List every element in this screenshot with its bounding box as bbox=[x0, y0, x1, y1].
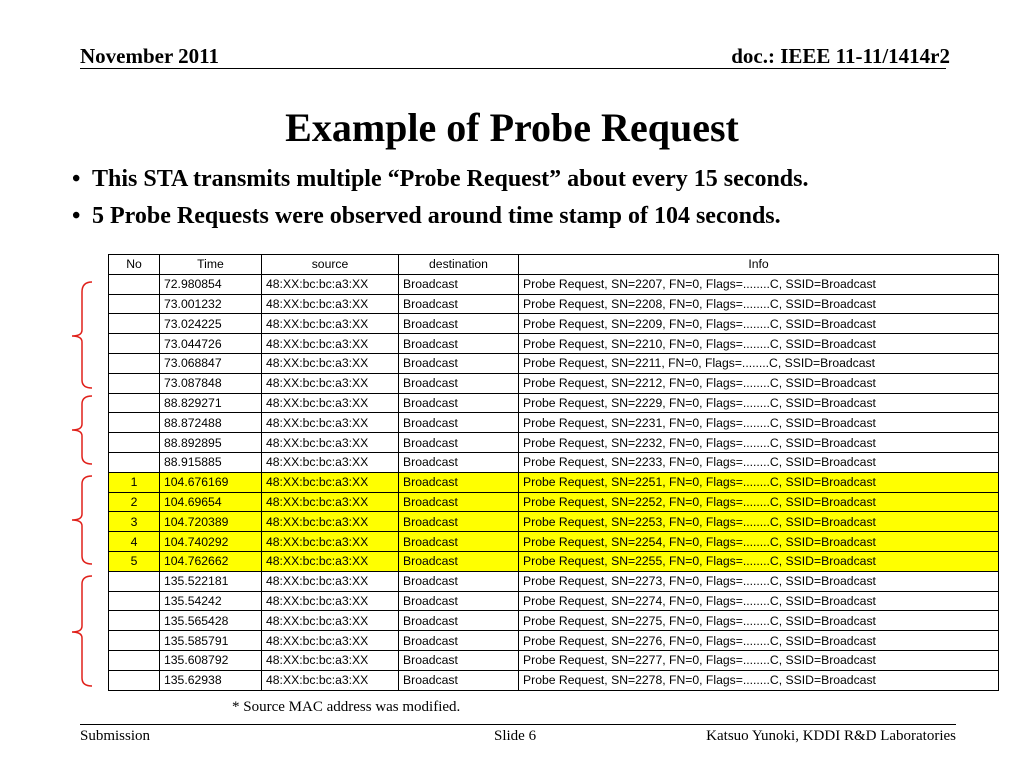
cell-info: Probe Request, SN=2251, FN=0, Flags=........C, SSID=Broadcast bbox=[519, 472, 999, 492]
footer-slide-number: Slide 6 bbox=[494, 728, 537, 744]
cell-time: 73.044726 bbox=[160, 334, 262, 354]
bracket-group-4 bbox=[72, 576, 92, 686]
cell-source: 48:XX:bc:bc:a3:XX bbox=[262, 591, 399, 611]
cell-no: 1 bbox=[109, 472, 160, 492]
cell-info: Probe Request, SN=2273, FN=0, Flags=........C, SSID=Broadcast bbox=[519, 571, 999, 591]
group-brackets bbox=[60, 270, 100, 690]
bracket-group-1 bbox=[72, 282, 92, 388]
cell-source: 48:XX:bc:bc:a3:XX bbox=[262, 373, 399, 393]
cell-no: 5 bbox=[109, 551, 160, 571]
table-row bbox=[109, 492, 999, 512]
cell-no bbox=[109, 334, 160, 354]
cell-destination: Broadcast bbox=[399, 353, 519, 373]
cell-source: 48:XX:bc:bc:a3:XX bbox=[262, 413, 399, 433]
cell-source: 48:XX:bc:bc:a3:XX bbox=[262, 433, 399, 453]
cell-info: Probe Request, SN=2276, FN=0, Flags=........C, SSID=Broadcast bbox=[519, 631, 999, 651]
cell-no bbox=[109, 314, 160, 334]
table-row bbox=[109, 452, 999, 472]
cell-info: Probe Request, SN=2278, FN=0, Flags=........C, SSID=Broadcast bbox=[519, 670, 999, 690]
footer-author: Katsuo Yunoki, KDDI R&D Laboratories bbox=[706, 728, 956, 744]
bullet-text: This STA transmits multiple “Probe Request” about every 15 seconds. bbox=[92, 166, 809, 192]
cell-source: 48:XX:bc:bc:a3:XX bbox=[262, 650, 399, 670]
table-row bbox=[109, 650, 999, 670]
cell-destination: Broadcast bbox=[399, 631, 519, 651]
cell-time: 135.608792 bbox=[160, 650, 262, 670]
cell-source: 48:XX:bc:bc:a3:XX bbox=[262, 472, 399, 492]
table-row bbox=[109, 611, 999, 631]
cell-time: 73.068847 bbox=[160, 353, 262, 373]
cell-destination: Broadcast bbox=[399, 294, 519, 314]
cell-info: Probe Request, SN=2274, FN=0, Flags=........C, SSID=Broadcast bbox=[519, 591, 999, 611]
cell-destination: Broadcast bbox=[399, 551, 519, 571]
table-row bbox=[109, 472, 999, 492]
cell-time: 104.676169 bbox=[160, 472, 262, 492]
cell-destination: Broadcast bbox=[399, 472, 519, 492]
cell-info: Probe Request, SN=2253, FN=0, Flags=........C, SSID=Broadcast bbox=[519, 512, 999, 532]
cell-destination: Broadcast bbox=[399, 650, 519, 670]
cell-destination: Broadcast bbox=[399, 373, 519, 393]
table-row bbox=[109, 334, 999, 354]
cell-source: 48:XX:bc:bc:a3:XX bbox=[262, 532, 399, 552]
cell-time: 73.087848 bbox=[160, 373, 262, 393]
cell-no: 2 bbox=[109, 492, 160, 512]
cell-no bbox=[109, 433, 160, 453]
cell-time: 135.54242 bbox=[160, 591, 262, 611]
table-row bbox=[109, 294, 999, 314]
cell-source: 48:XX:bc:bc:a3:XX bbox=[262, 353, 399, 373]
cell-destination: Broadcast bbox=[399, 571, 519, 591]
cell-time: 104.740292 bbox=[160, 532, 262, 552]
cell-destination: Broadcast bbox=[399, 512, 519, 532]
cell-destination: Broadcast bbox=[399, 532, 519, 552]
cell-source: 48:XX:bc:bc:a3:XX bbox=[262, 571, 399, 591]
bullet-text: 5 Probe Requests were observed around time stamp of 104 seconds. bbox=[92, 203, 781, 229]
col-header-info: Info bbox=[519, 255, 999, 275]
cell-source: 48:XX:bc:bc:a3:XX bbox=[262, 393, 399, 413]
cell-destination: Broadcast bbox=[399, 670, 519, 690]
cell-time: 73.024225 bbox=[160, 314, 262, 334]
cell-time: 72.980854 bbox=[160, 274, 262, 294]
cell-no bbox=[109, 274, 160, 294]
table-row bbox=[109, 413, 999, 433]
cell-no bbox=[109, 373, 160, 393]
col-header-source: source bbox=[262, 255, 399, 275]
cell-time: 88.892895 bbox=[160, 433, 262, 453]
cell-no bbox=[109, 611, 160, 631]
cell-destination: Broadcast bbox=[399, 314, 519, 334]
cell-info: Probe Request, SN=2207, FN=0, Flags=........C, SSID=Broadcast bbox=[519, 274, 999, 294]
table-row bbox=[109, 670, 999, 690]
cell-info: Probe Request, SN=2208, FN=0, Flags=........C, SSID=Broadcast bbox=[519, 294, 999, 314]
cell-destination: Broadcast bbox=[399, 274, 519, 294]
cell-time: 88.829271 bbox=[160, 393, 262, 413]
table-row bbox=[109, 373, 999, 393]
cell-time: 104.762662 bbox=[160, 551, 262, 571]
cell-destination: Broadcast bbox=[399, 591, 519, 611]
table-row bbox=[109, 631, 999, 651]
cell-time: 135.522181 bbox=[160, 571, 262, 591]
bullet-dot-icon: • bbox=[72, 166, 81, 192]
footer-divider bbox=[80, 724, 956, 725]
cell-time: 104.720389 bbox=[160, 512, 262, 532]
table-row bbox=[109, 314, 999, 334]
cell-info: Probe Request, SN=2255, FN=0, Flags=........C, SSID=Broadcast bbox=[519, 551, 999, 571]
cell-info: Probe Request, SN=2231, FN=0, Flags=........C, SSID=Broadcast bbox=[519, 413, 999, 433]
cell-source: 48:XX:bc:bc:a3:XX bbox=[262, 551, 399, 571]
bracket-group-2 bbox=[72, 396, 92, 464]
cell-info: Probe Request, SN=2210, FN=0, Flags=........C, SSID=Broadcast bbox=[519, 334, 999, 354]
bullet-dot-icon: • bbox=[72, 203, 81, 229]
header-date: November 2011 bbox=[80, 44, 220, 68]
header-divider bbox=[80, 68, 946, 69]
table-row bbox=[109, 433, 999, 453]
table-row bbox=[109, 274, 999, 294]
cell-no bbox=[109, 353, 160, 373]
cell-info: Probe Request, SN=2233, FN=0, Flags=........C, SSID=Broadcast bbox=[519, 452, 999, 472]
cell-source: 48:XX:bc:bc:a3:XX bbox=[262, 512, 399, 532]
cell-info: Probe Request, SN=2252, FN=0, Flags=........C, SSID=Broadcast bbox=[519, 492, 999, 512]
cell-info: Probe Request, SN=2229, FN=0, Flags=........C, SSID=Broadcast bbox=[519, 393, 999, 413]
cell-info: Probe Request, SN=2254, FN=0, Flags=........C, SSID=Broadcast bbox=[519, 532, 999, 552]
cell-destination: Broadcast bbox=[399, 413, 519, 433]
cell-time: 135.585791 bbox=[160, 631, 262, 651]
cell-no bbox=[109, 650, 160, 670]
cell-no bbox=[109, 631, 160, 651]
cell-no: 4 bbox=[109, 532, 160, 552]
cell-no bbox=[109, 452, 160, 472]
cell-destination: Broadcast bbox=[399, 433, 519, 453]
cell-info: Probe Request, SN=2209, FN=0, Flags=........C, SSID=Broadcast bbox=[519, 314, 999, 334]
col-header-no: No bbox=[109, 255, 160, 275]
cell-source: 48:XX:bc:bc:a3:XX bbox=[262, 452, 399, 472]
slide-title: Example of Probe Request bbox=[285, 105, 739, 150]
cell-source: 48:XX:bc:bc:a3:XX bbox=[262, 611, 399, 631]
table-row bbox=[109, 512, 999, 532]
cell-source: 48:XX:bc:bc:a3:XX bbox=[262, 631, 399, 651]
cell-no bbox=[109, 571, 160, 591]
table-row bbox=[109, 551, 999, 571]
bullet-list bbox=[72, 166, 1012, 240]
col-header-destination: destination bbox=[399, 255, 519, 275]
probe-table bbox=[108, 254, 999, 691]
cell-info: Probe Request, SN=2275, FN=0, Flags=........C, SSID=Broadcast bbox=[519, 611, 999, 631]
header-doc-id: doc.: IEEE 11-11/1414r2 bbox=[731, 44, 950, 68]
bullet-item bbox=[72, 203, 1012, 230]
cell-time: 88.915885 bbox=[160, 452, 262, 472]
cell-time: 135.565428 bbox=[160, 611, 262, 631]
cell-no bbox=[109, 591, 160, 611]
cell-time: 88.872488 bbox=[160, 413, 262, 433]
table-header-row bbox=[109, 255, 999, 275]
cell-destination: Broadcast bbox=[399, 334, 519, 354]
cell-source: 48:XX:bc:bc:a3:XX bbox=[262, 492, 399, 512]
cell-no bbox=[109, 393, 160, 413]
table-row bbox=[109, 532, 999, 552]
footnote: * Source MAC address was modified. bbox=[232, 699, 461, 715]
cell-info: Probe Request, SN=2212, FN=0, Flags=........C, SSID=Broadcast bbox=[519, 373, 999, 393]
cell-source: 48:XX:bc:bc:a3:XX bbox=[262, 670, 399, 690]
cell-source: 48:XX:bc:bc:a3:XX bbox=[262, 294, 399, 314]
table-row bbox=[109, 393, 999, 413]
cell-no: 3 bbox=[109, 512, 160, 532]
cell-time: 135.62938 bbox=[160, 670, 262, 690]
cell-destination: Broadcast bbox=[399, 492, 519, 512]
cell-no bbox=[109, 413, 160, 433]
cell-source: 48:XX:bc:bc:a3:XX bbox=[262, 334, 399, 354]
table-row bbox=[109, 353, 999, 373]
cell-destination: Broadcast bbox=[399, 452, 519, 472]
cell-time: 104.69654 bbox=[160, 492, 262, 512]
cell-info: Probe Request, SN=2232, FN=0, Flags=........C, SSID=Broadcast bbox=[519, 433, 999, 453]
cell-destination: Broadcast bbox=[399, 393, 519, 413]
table-row bbox=[109, 591, 999, 611]
cell-info: Probe Request, SN=2211, FN=0, Flags=........C, SSID=Broadcast bbox=[519, 353, 999, 373]
bracket-group-3 bbox=[72, 476, 92, 564]
cell-info: Probe Request, SN=2277, FN=0, Flags=........C, SSID=Broadcast bbox=[519, 650, 999, 670]
cell-source: 48:XX:bc:bc:a3:XX bbox=[262, 314, 399, 334]
table-row bbox=[109, 571, 999, 591]
cell-no bbox=[109, 294, 160, 314]
col-header-time: Time bbox=[160, 255, 262, 275]
bullet-item bbox=[72, 166, 1012, 193]
cell-no bbox=[109, 670, 160, 690]
cell-source: 48:XX:bc:bc:a3:XX bbox=[262, 274, 399, 294]
footer-submission: Submission bbox=[80, 728, 151, 744]
cell-time: 73.001232 bbox=[160, 294, 262, 314]
cell-destination: Broadcast bbox=[399, 611, 519, 631]
